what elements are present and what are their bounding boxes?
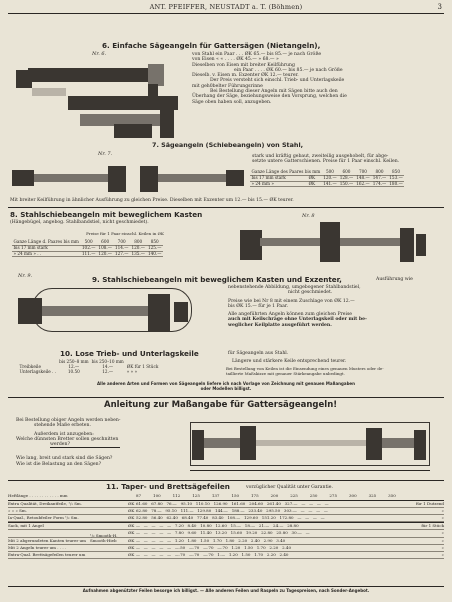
s11-row-unit: ØK [128, 507, 135, 513]
anleitung-text: Bei Bestellung obiger Angeln werden neben- stehende Maße erbeten. Außerdem ist anzugeben: Welche dünnsten Bretter sollen geschnitten werden? Wie lang, breit und stark sind die Sägen? Wie ist die Belastung an den Sägen? [16, 418, 121, 467]
s11-row-values: — — — — — 7.80 9.60 11.40 13.20 15.60 19.20 22.80 25.80 30.— — [136, 530, 310, 536]
s11-row-per: » [441, 537, 444, 543]
page-footer: Aufnahmen abgenützter Feilen besorge ich billigst. — Alle anderen Feilen und Raspeln zu Tagespreisen, nach Sonder-Angebot. [82, 588, 370, 593]
s6-line-5: Dieselb. v. Eisen m. Exzenter ØK 12.— teurer. [192, 73, 299, 79]
section-11-title: 11. Taper- und Brettsägefeilen [106, 482, 230, 491]
s11-row-unit: ØK [128, 537, 135, 543]
s11-row-label: Sack, mit 1 Angel [8, 523, 44, 529]
s7-col: 500 [322, 170, 339, 175]
section-7-title: 7. Sägeangeln (Schiebeangeln) von Stahl, [152, 141, 304, 149]
fig-9-label: Nr. 9. [18, 273, 33, 279]
table-row [8, 552, 444, 559]
section-10-title2: für Sägeangeln aus Stahl. [228, 351, 289, 356]
s11-col: 275 [329, 493, 338, 498]
table-row: bis 17 mm stark 102.— 108.— 114.— 120.— 125.— [13, 244, 162, 250]
s7-line-1: stark und kräftig gebaut, zweiteilig ausgehobelt, für abge- [252, 154, 389, 159]
s9-line-3: Preise wie bei Nr 8 mit einem Zuschlage von ØK 12.— [228, 298, 355, 304]
table-row [8, 522, 444, 530]
section-6-text [192, 52, 442, 105]
table-row: Unterlagskeile . . 10.50 12.— » » » [19, 368, 138, 374]
table-row [8, 538, 444, 545]
s11-row-per: » [441, 530, 444, 536]
s11-row-per: » [441, 544, 444, 550]
s11-col: 350 [388, 493, 396, 498]
s7-col: 800 [371, 170, 388, 175]
fig-9-illustration [8, 273, 208, 348]
section-8-sub: (Hängebügel, angebog. Stahlbandstiel, nicht geschmiedet). [10, 220, 149, 225]
s11-col: 325 [368, 493, 377, 498]
fig-8-label: Nr. 8 [302, 213, 315, 219]
s11-row-per: » [441, 507, 444, 513]
s7-price-table [250, 170, 404, 187]
fig-8-illustration [240, 213, 440, 268]
s11-row-values: — — — — — 1.20 1.80 1.50 1.70 1.80 2.20 2.40 2.90 3.40 [136, 537, 286, 543]
s6-line-8: Bei Bestellung dieser Angeln mit Sägen bitte auch den [210, 88, 338, 94]
fig-6-illustration [8, 62, 186, 146]
s11-table [8, 494, 444, 559]
s10-note-2: Bei Bestellung von Keilen ist die Einsendung eines genauen Musters oder de- taillierte Maßskizze mit genauer Stärkeangabe unbedingt. [226, 366, 384, 376]
section-9-title: 9. Stahlschiebeangeln mit beweglichem Kasten und Exzenter, [92, 275, 342, 284]
s6-line-2: von Eisen « « . . . . ØK 45.— » 68.— » [192, 57, 279, 63]
s9-line-5: Alle angeführten Angeln können zum gleichen Preise [228, 312, 353, 318]
s11-col: 87 [136, 493, 142, 498]
s9-line-7: weglicher Keilplatte ausgeführt werden. [228, 322, 332, 328]
s11-row-per: für 1 Dutzend [415, 500, 444, 506]
s8-col-head: Ganze Länge d. Paares bis mm [13, 239, 79, 244]
s11-row-unit: ØK [128, 530, 135, 536]
s11-row-unit: ØK [128, 523, 135, 529]
s11-row-values: — — — — — —.70 —.70 —.70 1.— 1.20 1.50 1.70 2.20 2.40 [136, 551, 289, 557]
s11-row-unit: ØK [128, 551, 135, 557]
table-row [8, 508, 444, 515]
s8-price-table: Ganze Länge d. Paares bis mm 500 600 700 800 850 bis 17 mm stark 102.— 108.— 114.— 120.— 125.— » 24 mm » . . 111.— 120.— 127.— 135.— 140.— [13, 239, 162, 256]
s11-col: 300 [348, 493, 357, 498]
page-header: ANT. PFEIFFER, NEUSTADT a. T. (Böhmen) [149, 3, 303, 11]
s11-columns [136, 494, 444, 499]
section-11-title2: vorzüglicher Qualität unter Garantie. [246, 485, 333, 490]
fig-6-label: Nr. 6. [92, 51, 107, 57]
s11-row-label: Mit 2 abgerundeten Kanten teurer um [8, 537, 86, 543]
page-number: 3 [437, 3, 442, 11]
table-row [8, 515, 444, 522]
s7-col: 600 [338, 170, 355, 175]
s11-row-unit: ØK [128, 514, 135, 520]
table-row: » 24 mm » ØK 141.— 150.— 162.— 174.— 180.— [251, 180, 403, 186]
s11-row-label: Ia-Qual., Retoubfeiler Form ¹/₂ Sm. [8, 514, 79, 520]
s9-line-6: auch mit Keilschräge ohne Unterlagskeil oder mit be- [228, 317, 367, 323]
s9-line-0: Ausführung wie [376, 277, 413, 282]
s11-sack-labels: ¹/₂ Smooth-H. Smooth-Hieb [90, 533, 118, 544]
section-10-title: 10. Lose Trieb- und Unterlagskeile [60, 349, 199, 358]
s7-col: 850 [388, 170, 405, 175]
s11-row-unit: ØK [128, 544, 135, 550]
section-8-title: 8. Stahlschiebeangeln mit beweglichem Kasten [10, 210, 203, 219]
s11-row-values: — — — — — 7.20 8.40 10.80 12.60 15.— 18.— 21.— 24.— 28.80 [136, 523, 299, 529]
table-row: Heftlänge . . . . . . . . . . . . mm 87 100 112 125 137 150 175 200 225 250 275 300 325 350 [8, 494, 444, 501]
table-row: » 24 mm » . . 111.— 120.— 127.— 135.— 140.— [13, 250, 162, 256]
s11-row-values: 62.80 78.— 95.10 111.— 129.80 144.— 188.— 233.40 295.50 303.— — — — — [136, 507, 328, 513]
s6-line-1: von Stahl ein Paar . . . ØK 65.— bis 85.— je nach Größe [192, 52, 322, 57]
rule [8, 207, 444, 208]
s9-line-1: nebenstehende Abbildung, umgebogener Stahlbandstiel, [228, 285, 361, 290]
s11-row-unit: ØK [128, 500, 135, 506]
s11-col: 137 [211, 493, 220, 498]
fig-7-label: Nr. 7. [98, 151, 113, 157]
s8-price-head: Preise für 1 Paar einschl. Keilen in ØK [86, 231, 164, 236]
anleitung-diagram [170, 414, 446, 476]
s10-table: bis 250–8 mm bis 250–10 mm Treibkeile 12.— 14.— ØK für 1 Stück Unterlagskeile . . 10.50 12.— » » » [19, 359, 159, 374]
s6-line-3: Dieselben von Eisen mit breiter Keilführung [192, 62, 295, 68]
s6-line-9: Überhang der Säge, beziehungsweise den Vorsprung, welchen die [192, 94, 347, 100]
s11-col: 150 [231, 493, 240, 498]
s11-row-per: » [441, 551, 444, 557]
s11-row-values: — — — — — —.50 —.70 —.70 —.70 1.20 1.50 1.70 2.20 2.40 [136, 544, 292, 550]
fig-7-illustration [8, 160, 248, 198]
table-row: Treibkeile 12.— 14.— ØK für 1 Stück [19, 363, 159, 369]
s11-row-values: 52.80 56.40 62.40 68.40 77.40 83.40 108.— 129.60 151.20 172.80 — — — — [136, 514, 325, 520]
s9-line-2: nicht geschmiedet. [288, 290, 333, 296]
anleitung-title: Anleitung zur Maßangabe für Gattersägeangeln! [104, 400, 338, 410]
s6-line-7: mit geh0belter Führungsrinne [192, 83, 263, 89]
s11-row-label: » » » Sm. [8, 507, 27, 513]
s11-row-label: Extra Qualität, Dreikantfeile, ¹/₂ Sm. [8, 500, 82, 506]
table-row [8, 530, 444, 537]
table-row [8, 501, 444, 508]
s11-col: 225 [290, 493, 298, 498]
s11-col: 100 [153, 493, 161, 498]
s11-row-label: Extra-Qual. Brettsägefeilen teurer um [8, 551, 86, 557]
rule [8, 480, 444, 481]
s7-line-2: setzte untere Gatterschienen. Preise für 1 Paar einschl. Keilen. [252, 159, 400, 165]
s9-line-4: bis ØK 15.— für je 1 Paar. [228, 303, 289, 309]
s11-col: 250 [309, 493, 318, 498]
s11-col: 175 [251, 493, 259, 498]
s6-line-6: Der Preis versteht sich einschl. Trieb- und Unterlagskeile [210, 78, 345, 84]
s11-row-per: für 1 Stück [421, 523, 444, 529]
s7-col: 700 [355, 170, 372, 175]
s10-bold-note: Alle anderen Arten und Formen von Sägeangeln liefere ich nach Vorlage von Zeichnung mit genauen Maßangaben oder Modellen billigst. [97, 381, 355, 391]
table-row: bis 17 mm stark ØK 120.— 128.— 148.— 147.— 153.— [251, 174, 403, 180]
s11-col: 112 [172, 493, 181, 498]
s6-line-4: ein Paar . . . . ØK 60.— bis 85.— je nach Größe [234, 67, 343, 73]
rule [8, 397, 444, 398]
s11-row-per: » [441, 514, 444, 520]
rule [8, 586, 444, 587]
section-7-text [252, 154, 448, 165]
s10-note-1: Längere und stärkere Keile entsprechend teurer. [232, 359, 347, 364]
s11-col: 125 [192, 493, 200, 498]
section-6-title: 6. Einfache Sägeangeln für Gattersägen (Nietangeln), [102, 41, 321, 50]
s7-col-head: Ganze Länge des Paares bis mm [251, 169, 321, 174]
s11-row-label: Mit 2 Angeln teurer um . . . . [8, 544, 67, 550]
s11-rows [8, 501, 444, 560]
s6-line-10: Säge oben haben soll, anzugeben. [192, 99, 272, 105]
section-9-text [228, 285, 444, 328]
s11-col: 200 [270, 493, 279, 498]
s11-row-values: 61.60 67.80 76.— 95.10 110.10 126.90 161.60 204.60 261.40 327.— — — — — [136, 500, 329, 506]
table-row [8, 545, 444, 552]
header-rule [8, 13, 444, 14]
s7-note: Mit breiter Keilführung in ähnlicher Ausführung zu gleichen Preise. Dieselben mit Exzenter um 12.— bis 15.— ØK teurer. [10, 198, 294, 203]
